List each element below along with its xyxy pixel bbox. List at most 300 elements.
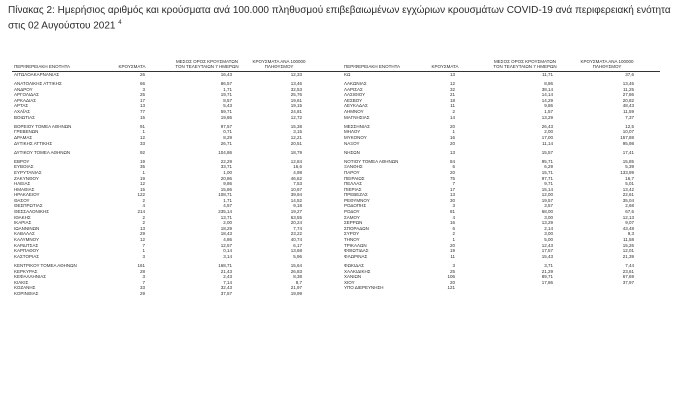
avg-value: 17,86: [541, 279, 553, 285]
per100k-value: 32,53: [290, 86, 302, 92]
cases-value: 2: [452, 231, 455, 237]
avg-value: 3,00: [544, 231, 553, 237]
cases-value: 92: [139, 149, 145, 155]
per100k-value: 43,48: [622, 225, 634, 231]
avg-value: 1,71: [223, 197, 232, 203]
per100k-value: 23,22: [290, 231, 302, 237]
per100k-value: 10,07: [622, 129, 634, 135]
per100k-value: 13,46: [622, 81, 634, 87]
avg-value: 1,00: [223, 169, 232, 175]
region-name: ΣΠΟΡΑΔΩΝ: [344, 225, 369, 231]
per100k-value: 26,83: [290, 268, 302, 274]
region-name: ΝΗΣΩΝ: [344, 149, 360, 155]
region-name: ΚΑΒΑΛΑΣ: [14, 231, 35, 237]
per100k-value: 18,79: [290, 149, 302, 155]
per100k-value: 12,33: [290, 72, 302, 77]
per100k-value: 13,46: [290, 81, 302, 87]
cases-value: 13: [449, 149, 455, 155]
region-name: ΛΕΣΒΟΥ: [344, 97, 363, 103]
region-name: ΚΑΡΠΑΘΟΥ: [14, 248, 40, 254]
region-name: ΙΩΑΝΝΙΝΩΝ: [14, 225, 40, 231]
region-name: ΚΩ: [344, 72, 351, 77]
cases-value: 32: [449, 86, 455, 92]
cases-value: 2: [142, 220, 145, 226]
right-table: [340, 55, 660, 291]
cases-value: 3: [452, 262, 455, 268]
cases-value: 214: [137, 209, 145, 215]
cases-value: 30: [449, 197, 455, 203]
region-name: ΧΑΛΚΙΔΙΚΗΣ: [344, 268, 371, 274]
avg-value: 17,00: [541, 134, 553, 140]
avg-value: 59,71: [220, 109, 232, 115]
cases-value: 6: [452, 164, 455, 170]
per100k-value: 13,42: [622, 186, 634, 192]
avg-value: 18,29: [220, 225, 232, 231]
table-caption: [8, 4, 672, 32]
avg-value: 11,71: [542, 72, 553, 77]
table-row: [12, 115, 340, 121]
cases-value: 17: [139, 97, 145, 103]
per100k-value: 14,52: [290, 197, 302, 203]
cases-value: 7: [452, 181, 455, 187]
per100k-value: 11,58: [623, 237, 634, 243]
cases-value: 25: [139, 92, 145, 98]
avg-value: 38,14: [541, 86, 553, 92]
region-name: ΕΒΡΟΥ: [14, 158, 30, 164]
region-name: ΤΗΝΟΥ: [344, 237, 360, 243]
left-table-body: [12, 72, 340, 296]
cases-value: 16: [449, 220, 455, 226]
region-name: ΔΡΑΜΑΣ: [14, 134, 33, 140]
cases-value: 29: [139, 231, 145, 237]
region-name: ΛΑΣΙΘΙΟΥ: [344, 92, 366, 98]
cases-value: 1: [452, 237, 455, 243]
cases-value: 12: [139, 237, 145, 243]
region-name: ΑΧΑΪΑΣ: [14, 109, 31, 115]
region-name: ΜΕΣΣΗΝΙΑΣ: [344, 123, 370, 129]
cases-value: 7: [142, 279, 145, 285]
cases-value: 122: [137, 192, 145, 198]
avg-value: 3,00: [544, 214, 553, 220]
per100k-value: 12,13: [622, 214, 634, 220]
avg-value: 108,71: [218, 192, 232, 198]
region-name: ΑΝΔΡΟΥ: [14, 86, 33, 92]
cases-value: 3: [142, 274, 145, 280]
region-name: ΚΕΦΑΛΛΗΝΙΑΣ: [14, 274, 47, 280]
cases-value: 3: [142, 253, 145, 259]
region-name: ΑΝΑΤΟΛΙΚΗΣ ΑΤΤΙΚΗΣ: [14, 81, 62, 87]
avg-value: 2,43: [223, 274, 232, 280]
per100k-value: 16,7: [625, 175, 634, 181]
per100k-value: 40,74: [290, 237, 302, 243]
avg-value: 11,14: [542, 140, 553, 146]
avg-value: 15,86: [220, 186, 232, 192]
per100k-value: 67,6: [625, 209, 634, 215]
region-name: ΑΡΓΟΛΙΔΑΣ: [14, 92, 39, 98]
region-name: ΔΥΤΙΚΟΥ ΤΟΜΕΑ ΑΘΗΝΩΝ: [14, 149, 71, 155]
avg-value: 2,14: [544, 225, 553, 231]
cases-value: 33: [139, 140, 145, 146]
cases-value: 21: [449, 92, 455, 98]
per100k-value: 157,88: [620, 134, 634, 140]
avg-value: 1,71: [223, 86, 232, 92]
region-name: ΘΕΣΣΑΛΟΝΙΚΗΣ: [14, 209, 50, 215]
avg-value: 13,29: [541, 220, 553, 226]
table-row: [340, 254, 660, 260]
table-row: [340, 72, 660, 78]
region-name: ΜΗΛΟΥ: [344, 129, 361, 135]
table-row: [12, 150, 340, 156]
region-name: ΚΑΣΤΟΡΙΑΣ: [14, 253, 39, 259]
left-table: [12, 55, 340, 296]
per100k-value: 7,44: [625, 262, 634, 268]
avg-value: 68,00: [541, 209, 553, 215]
per100k-value: 20,51: [290, 140, 302, 146]
cases-value: 19: [449, 248, 455, 254]
per100k-value: 7,74: [293, 225, 302, 231]
per100k-value: 4,98: [293, 169, 302, 175]
region-name: ΣΕΡΡΩΝ: [344, 220, 363, 226]
region-name: ΚΕΡΚΥΡΑΣ: [14, 268, 38, 274]
cases-value: 6: [452, 225, 455, 231]
region-name: ΣΥΡΟΥ: [344, 231, 360, 237]
table-row: [340, 285, 660, 291]
cases-value: 35: [139, 164, 145, 170]
per100k-value: 22,61: [622, 192, 634, 198]
avg-value: 8,29: [223, 134, 232, 140]
region-name: ΑΡΚΑΔΙΑΣ: [14, 97, 37, 103]
cases-value: 16: [449, 134, 455, 140]
per100k-value: 15,85: [622, 158, 634, 164]
avg-value: 19,86: [220, 114, 232, 120]
avg-value: 86,57: [220, 81, 232, 87]
avg-value: 20,86: [220, 175, 232, 181]
per100k-value: 6,17: [293, 242, 302, 248]
region-name: ΜΑΓΝΗΣΙΑΣ: [344, 114, 370, 120]
region-name: ΡΟΔΟΥ: [344, 209, 360, 215]
avg-value: 15,57: [541, 149, 553, 155]
region-name: ΧΙΟΥ: [344, 279, 355, 285]
region-name: ΥΠΟ ΔΙΕΡΕΥΝΗΣΗ: [344, 285, 384, 291]
avg-value: 3,71: [544, 262, 553, 268]
cases-value: 26: [139, 72, 145, 77]
avg-value: 26,43: [541, 123, 553, 129]
avg-value: 9,71: [544, 181, 553, 187]
region-name: ΦΘΙΩΤΙΔΑΣ: [344, 248, 369, 254]
per100k-value: 12,21: [290, 134, 302, 140]
avg-value: 12,57: [220, 242, 232, 248]
header-region: ΠΕΡΙΦΕΡΕΙΑΚΗ ΕΝΟΤΗΤΑ: [344, 64, 401, 69]
avg-value: 12,43: [541, 242, 553, 248]
region-name: ΗΡΑΚΛΕΙΟΥ: [14, 192, 40, 198]
region-name: ΠΙΕΡΙΑΣ: [344, 186, 362, 192]
header-cases: ΚΡΟΥΣΜΑΤΑ: [118, 64, 146, 69]
avg-value: 95,71: [541, 158, 553, 164]
region-name: ΞΑΝΘΗΣ: [344, 164, 363, 170]
avg-value: 1,57: [544, 109, 553, 115]
avg-value: 14,14: [541, 92, 553, 98]
avg-value: 5,43: [223, 103, 232, 109]
cases-value: 33: [139, 285, 145, 291]
per100k-value: 3,15: [293, 129, 302, 135]
region-name: ΛΑΚΩΝΙΑΣ: [344, 81, 367, 87]
per100k-value: 12,72: [290, 114, 302, 120]
avg-value: 3,14: [223, 253, 232, 259]
avg-value: 89,71: [541, 274, 553, 280]
per100k-value: 67,69: [622, 274, 634, 280]
region-name: ΚΑΡΔΙΤΣΑΣ: [14, 242, 39, 248]
cases-value: 12: [139, 181, 145, 187]
header-per100k: ΚΡΟΥΣΜΑΤΑ ΑΝΑ 100000 ΠΛΗΘΥΣΜΟΥ: [580, 59, 634, 69]
cases-value: 20: [449, 279, 455, 285]
avg-value: 21,43: [220, 268, 232, 274]
avg-value: 18,43: [220, 231, 232, 237]
cases-value: 75: [449, 175, 455, 181]
region-name: ΡΟΔΟΠΗΣ: [344, 203, 367, 209]
per100k-value: 5,39: [625, 164, 634, 170]
per100k-value: 11,59: [623, 109, 634, 115]
avg-value: 8,86: [544, 81, 553, 87]
per100k-value: 19,27: [290, 209, 302, 215]
per100k-value: 19,99: [290, 290, 302, 296]
cases-value: 77: [139, 109, 145, 115]
region-name: ΕΥΒΟΙΑΣ: [14, 164, 34, 170]
cases-value: 13: [449, 72, 455, 77]
per100k-value: 23,61: [622, 268, 634, 274]
cases-value: 11: [450, 103, 455, 109]
cases-value: 7: [142, 242, 145, 248]
per100k-value: 7,53: [293, 181, 302, 187]
region-name: ΛΗΜΝΟΥ: [344, 109, 364, 115]
avg-value: 32,43: [220, 285, 232, 291]
avg-value: 2,00: [223, 220, 232, 226]
per100k-value: 48,43: [622, 103, 634, 109]
per100k-value: 27,86: [622, 92, 634, 98]
avg-value: 7,14: [223, 279, 232, 285]
per100k-value: 12,01: [622, 248, 634, 254]
cases-value: 1: [142, 248, 145, 254]
cases-value: 4: [452, 214, 455, 220]
per100k-value: 24,81: [290, 109, 302, 115]
cases-value: 19: [139, 158, 145, 164]
avg-value: 21,29: [541, 268, 553, 274]
region-name: ΖΑΚΥΝΘΟΥ: [14, 175, 39, 181]
region-name: ΗΛΕΙΑΣ: [14, 181, 31, 187]
region-name: ΚΟΖΑΝΗΣ: [14, 285, 36, 291]
right-table-body: [340, 72, 660, 291]
cases-value: 91: [139, 123, 145, 129]
cases-value: 20: [449, 123, 455, 129]
header-region: ΠΕΡΙΦΕΡΕΙΑΚΗ ΕΝΟΤΗΤΑ: [14, 64, 71, 69]
per100k-value: 133,99: [620, 169, 634, 175]
region-name: ΑΡΤΑΣ: [14, 103, 29, 109]
avg-value: 0,71: [223, 129, 232, 135]
avg-value: 14,29: [541, 97, 553, 103]
region-name: ΒΟΙΩΤΙΑΣ: [14, 114, 35, 120]
cases-value: 12: [139, 134, 145, 140]
cases-value: 29: [139, 290, 145, 296]
avg-value: 19,71: [220, 92, 232, 98]
cases-value: 81: [449, 209, 455, 215]
region-name: ΓΡΕΒΕΝΩΝ: [14, 129, 39, 135]
region-name: ΠΕΛΛΑΣ: [344, 181, 363, 187]
cases-value: 15: [139, 186, 145, 192]
cases-value: 3: [142, 86, 145, 92]
avg-value: 3,57: [544, 203, 553, 209]
cases-value: 28: [139, 268, 145, 274]
region-name: ΘΕΣΠΡΩΤΙΑΣ: [14, 203, 43, 209]
region-name: ΚΙΛΚΙΣ: [14, 279, 29, 285]
per100k-value: 12,84: [290, 158, 302, 164]
per100k-value: 37,97: [622, 279, 634, 285]
region-name: ΕΥΡΥΤΑΝΙΑΣ: [14, 169, 42, 175]
region-name: ΔΥΤΙΚΗΣ ΑΤΤΙΚΗΣ: [14, 140, 53, 146]
table-row: [340, 150, 660, 156]
region-name: ΝΟΤΙΟΥ ΤΟΜΕΑ ΑΘΗΝΩΝ: [344, 158, 399, 164]
region-name: ΘΑΣΟΥ: [14, 197, 30, 203]
avg-value: 9,86: [223, 181, 232, 187]
per100k-value: 15,64: [290, 262, 302, 268]
header-cases: ΚΡΟΥΣΜΑΤΑ: [431, 64, 459, 69]
region-name: ΤΡΙΚΑΛΩΝ: [344, 242, 367, 248]
per100k-value: 21,39: [622, 253, 634, 259]
region-name: ΠΕΙΡΑΙΩΣ: [344, 175, 365, 181]
per100k-value: 12,5: [625, 123, 634, 129]
per100k-value: 21,97: [290, 285, 302, 291]
header-avg: ΜΕΣΟΣ ΟΡΟΣ ΚΡΟΥΣΜΑΤΩΝ ΤΟΝ ΤΕΛΕΥΤΑΙΩΝ 7 ΗΜΕΡΩΝ: [493, 59, 557, 69]
cases-value: 106: [447, 274, 455, 280]
avg-value: 12,00: [541, 192, 553, 198]
per100k-value: 5,01: [625, 181, 634, 187]
cases-value: 15: [139, 114, 145, 120]
region-name: ΑΙΤΩΛΟΑΚΑΡΝΑΝΙΑΣ: [14, 72, 60, 77]
per100k-value: 19,15: [290, 103, 302, 109]
per100k-value: 20,82: [622, 97, 634, 103]
avg-value: 15,43: [541, 253, 553, 259]
cases-value: 1: [142, 129, 145, 135]
region-name: ΣΑΜΟΥ: [344, 214, 360, 220]
cases-value: 2: [142, 214, 145, 220]
table-row: [12, 254, 340, 260]
region-name: ΒΟΡΕΙΟΥ ΤΟΜΕΑ ΑΘΗΝΩΝ: [14, 123, 72, 129]
per100k-value: 15,26: [622, 242, 634, 248]
per100k-value: 17,41: [622, 149, 634, 155]
per100k-value: 37,6: [625, 72, 634, 77]
avg-value: 97,57: [220, 123, 232, 129]
avg-value: 9,86: [544, 103, 553, 109]
per100k-value: 95,98: [622, 140, 634, 146]
avg-value: 15,14: [541, 186, 553, 192]
avg-value: 13,71: [220, 214, 232, 220]
cases-value: 121: [447, 285, 455, 291]
avg-value: 5,00: [544, 237, 553, 243]
cases-value: 1: [452, 129, 455, 135]
table-row: [340, 141, 660, 147]
region-name: ΙΘΑΚΗΣ: [14, 214, 31, 220]
per100k-value: 19,61: [290, 97, 302, 103]
cases-value: 20: [449, 242, 455, 248]
per100k-value: 15,38: [290, 123, 302, 129]
cases-value: 18: [449, 97, 455, 103]
per100k-value: 35,04: [622, 197, 634, 203]
per100k-value: 8,7: [295, 279, 302, 285]
per100k-value: 20,24: [290, 220, 302, 226]
per100k-value: 25,76: [290, 92, 302, 98]
avg-value: 33,71: [220, 164, 232, 170]
per100k-value: 5,96: [293, 253, 302, 259]
cases-value: 2: [142, 197, 145, 203]
region-name: ΙΚΑΡΙΑΣ: [14, 220, 32, 226]
per100k-value: 39,94: [290, 192, 302, 198]
per100k-value: 11,25: [623, 86, 634, 92]
region-name: ΦΛΩΡΙΝΑΣ: [344, 253, 368, 259]
cases-value: 19: [139, 175, 145, 181]
cases-value: 13: [139, 103, 145, 109]
cases-value: 4: [142, 203, 145, 209]
per100k-value: 9,18: [293, 203, 302, 209]
header-per100k: ΚΡΟΥΣΜΑΤΑ ΑΝΑ 100000 ΠΛΗΘΥΣΜΟΥ: [252, 59, 306, 69]
cases-value: 25: [449, 268, 455, 274]
cases-value: 20: [449, 169, 455, 175]
cases-value: 2: [452, 109, 455, 115]
region-name: ΡΕΘΥΜΝΟΥ: [344, 197, 370, 203]
avg-value: 37,57: [220, 290, 232, 296]
per100k-value: 13,68: [290, 248, 302, 254]
avg-value: 22,29: [220, 158, 232, 164]
table-row: [12, 291, 340, 297]
per100k-value: 9,07: [625, 220, 634, 226]
avg-value: 8,57: [223, 97, 232, 103]
cases-value: 3: [452, 203, 455, 209]
caption-footnote: 4: [118, 20, 122, 26]
cases-value: 20: [449, 140, 455, 146]
region-name: ΚΕΝΤΡΙΚΟΥ ΤΟΜΕΑ ΑΘΗΝΩΝ: [14, 262, 77, 268]
region-name: ΦΩΚΙΔΑΣ: [344, 262, 364, 268]
cases-value: 12: [449, 81, 455, 87]
region-name: ΛΑΡΙΣΑΣ: [344, 86, 363, 92]
region-name: ΚΑΛΥΜΝΟΥ: [14, 237, 40, 243]
per100k-value: 9,3: [627, 231, 634, 237]
avg-value: 16,43: [220, 72, 232, 77]
left-table-header: [12, 55, 340, 72]
cases-value: 14: [449, 114, 455, 120]
region-name: ΜΥΚΟΝΟΥ: [344, 134, 367, 140]
avg-value: 235,14: [218, 209, 232, 215]
avg-value: 26,71: [220, 140, 232, 146]
per100k-value: 16,6: [293, 164, 302, 170]
region-name: ΠΡΕΒΕΖΑΣ: [344, 192, 368, 198]
cases-value: 161: [137, 262, 145, 268]
cases-value: 1: [142, 169, 145, 175]
avg-value: 0,14: [223, 248, 232, 254]
avg-value: 2,00: [544, 129, 553, 135]
per100k-value: 10,67: [290, 186, 302, 192]
per100k-value: 63,55: [290, 214, 302, 220]
avg-value: 168,71: [218, 262, 232, 268]
avg-value: 4,86: [223, 237, 232, 243]
cases-value: 13: [449, 192, 455, 198]
avg-value: 19,57: [541, 197, 553, 203]
per100k-value: 7,37: [625, 114, 634, 120]
avg-value: 6,29: [544, 164, 553, 170]
cases-value: 84: [449, 158, 455, 164]
avg-value: 17,57: [541, 248, 553, 254]
right-table-header: [340, 55, 660, 72]
avg-value: 13,29: [541, 114, 553, 120]
cases-value: 17: [449, 186, 455, 192]
region-name: ΝΑΞΟΥ: [344, 140, 360, 146]
avg-value: 15,71: [541, 169, 553, 175]
